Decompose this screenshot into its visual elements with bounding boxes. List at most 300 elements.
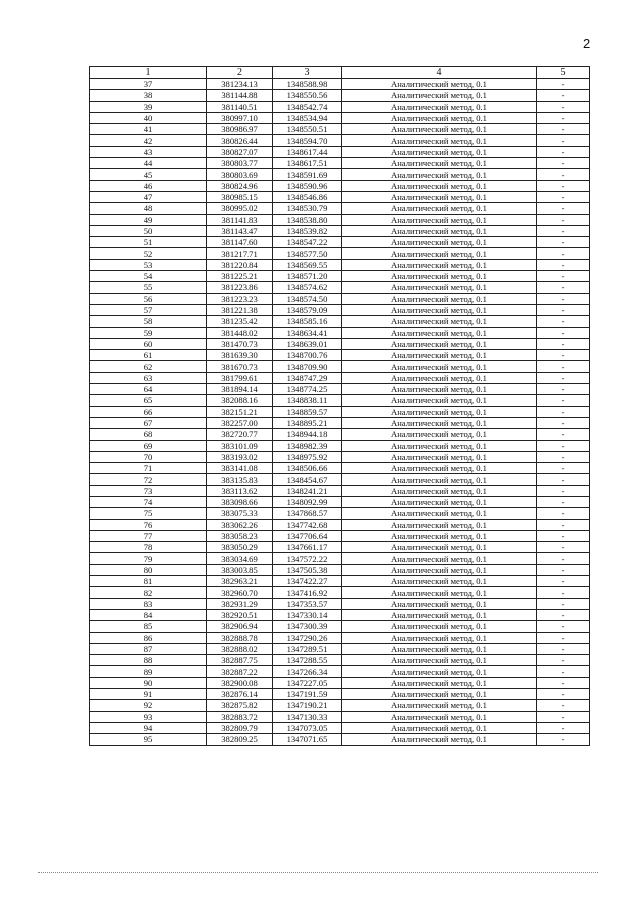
point-number: 57 (90, 304, 207, 315)
y-coordinate: 1348982.39 (273, 440, 342, 451)
table-row (90, 406, 590, 417)
point-number: 78 (90, 542, 207, 553)
table-row (90, 158, 590, 169)
x-coordinate: 383062.26 (207, 519, 273, 530)
x-coordinate: 383135.83 (207, 474, 273, 485)
point-number: 52 (90, 248, 207, 259)
note-cell: - (537, 282, 590, 293)
point-number: 65 (90, 395, 207, 406)
point-number: 58 (90, 316, 207, 327)
x-coordinate: 381894.14 (207, 384, 273, 395)
point-number: 91 (90, 689, 207, 700)
point-number: 53 (90, 259, 207, 270)
table-row (90, 350, 590, 361)
note-cell: - (537, 146, 590, 157)
y-coordinate: 1348569.55 (273, 259, 342, 270)
y-coordinate: 1348454.67 (273, 474, 342, 485)
y-coordinate: 1348709.90 (273, 361, 342, 372)
point-number: 79 (90, 553, 207, 564)
method-cell: Аналитический метод, 0.1 (342, 496, 537, 507)
point-number: 67 (90, 417, 207, 428)
table-row (90, 214, 590, 225)
x-coordinate: 383141.08 (207, 463, 273, 474)
x-coordinate: 382963.21 (207, 576, 273, 587)
note-cell: - (537, 304, 590, 315)
method-cell: Аналитический метод, 0.1 (342, 101, 537, 112)
x-coordinate: 381670.73 (207, 361, 273, 372)
point-number: 82 (90, 587, 207, 598)
y-coordinate: 1347661.17 (273, 542, 342, 553)
note-cell: - (537, 225, 590, 236)
table-row (90, 463, 590, 474)
x-coordinate: 381225.21 (207, 271, 273, 282)
y-coordinate: 1348579.09 (273, 304, 342, 315)
method-cell: Аналитический метод, 0.1 (342, 576, 537, 587)
column-header: 2 (207, 67, 273, 79)
x-coordinate: 381143.47 (207, 225, 273, 236)
point-number: 66 (90, 406, 207, 417)
method-cell: Аналитический метод, 0.1 (342, 519, 537, 530)
table-row (90, 677, 590, 688)
table-row (90, 496, 590, 507)
note-cell: - (537, 327, 590, 338)
point-number: 83 (90, 598, 207, 609)
y-coordinate: 1347300.39 (273, 621, 342, 632)
y-coordinate: 1347422.27 (273, 576, 342, 587)
method-cell: Аналитический метод, 0.1 (342, 508, 537, 519)
x-coordinate: 382920.51 (207, 609, 273, 620)
point-number: 70 (90, 451, 207, 462)
method-cell: Аналитический метод, 0.1 (342, 384, 537, 395)
y-coordinate: 1347227.05 (273, 677, 342, 688)
x-coordinate: 381141.83 (207, 214, 273, 225)
method-cell: Аналитический метод, 0.1 (342, 180, 537, 191)
method-cell: Аналитический метод, 0.1 (342, 429, 537, 440)
note-cell: - (537, 169, 590, 180)
table-row (90, 451, 590, 462)
note-cell: - (537, 293, 590, 304)
table-row (90, 609, 590, 620)
table-row (90, 248, 590, 259)
table-body (90, 79, 590, 746)
table-row (90, 237, 590, 248)
method-cell: Аналитический метод, 0.1 (342, 203, 537, 214)
point-number: 76 (90, 519, 207, 530)
table-row (90, 621, 590, 632)
table-row (90, 587, 590, 598)
y-coordinate: 1348574.62 (273, 282, 342, 293)
note-cell: - (537, 485, 590, 496)
table-row (90, 327, 590, 338)
note-cell: - (537, 101, 590, 112)
point-number: 44 (90, 158, 207, 169)
x-coordinate: 383058.23 (207, 530, 273, 541)
y-coordinate: 1348506.66 (273, 463, 342, 474)
note-cell: - (537, 158, 590, 169)
table-row (90, 293, 590, 304)
method-cell: Аналитический метод, 0.1 (342, 542, 537, 553)
method-cell: Аналитический метод, 0.1 (342, 722, 537, 733)
note-cell: - (537, 384, 590, 395)
method-cell: Аналитический метод, 0.1 (342, 440, 537, 451)
point-number: 61 (90, 350, 207, 361)
method-cell: Аналитический метод, 0.1 (342, 214, 537, 225)
y-coordinate: 1347266.34 (273, 666, 342, 677)
note-cell: - (537, 79, 590, 90)
table-row (90, 734, 590, 745)
x-coordinate: 382900.08 (207, 677, 273, 688)
x-coordinate: 380803.77 (207, 158, 273, 169)
table-row (90, 395, 590, 406)
y-coordinate: 1348591.69 (273, 169, 342, 180)
point-number: 87 (90, 643, 207, 654)
note-cell: - (537, 677, 590, 688)
note-cell: - (537, 530, 590, 541)
y-coordinate: 1348859.57 (273, 406, 342, 417)
table-row (90, 225, 590, 236)
y-coordinate: 1347868.57 (273, 508, 342, 519)
method-cell: Аналитический метод, 0.1 (342, 395, 537, 406)
y-coordinate: 1348594.70 (273, 135, 342, 146)
y-coordinate: 1348585.16 (273, 316, 342, 327)
note-cell: - (537, 700, 590, 711)
point-number: 75 (90, 508, 207, 519)
note-cell: - (537, 451, 590, 462)
method-cell: Аналитический метод, 0.1 (342, 191, 537, 202)
y-coordinate: 1348895.21 (273, 417, 342, 428)
y-coordinate: 1348975.92 (273, 451, 342, 462)
method-cell: Аналитический метод, 0.1 (342, 327, 537, 338)
point-number: 60 (90, 338, 207, 349)
method-cell: Аналитический метод, 0.1 (342, 316, 537, 327)
point-number: 40 (90, 112, 207, 123)
method-cell: Аналитический метод, 0.1 (342, 372, 537, 383)
note-cell: - (537, 350, 590, 361)
note-cell: - (537, 463, 590, 474)
x-coordinate: 380824.96 (207, 180, 273, 191)
point-number: 43 (90, 146, 207, 157)
note-cell: - (537, 259, 590, 270)
note-cell: - (537, 643, 590, 654)
note-cell: - (537, 316, 590, 327)
x-coordinate: 381223.86 (207, 282, 273, 293)
footer-divider (38, 872, 598, 873)
point-number: 45 (90, 169, 207, 180)
y-coordinate: 1348577.50 (273, 248, 342, 259)
method-cell: Аналитический метод, 0.1 (342, 689, 537, 700)
x-coordinate: 380985.15 (207, 191, 273, 202)
table-row (90, 90, 590, 101)
table-row (90, 632, 590, 643)
method-cell: Аналитический метод, 0.1 (342, 293, 537, 304)
y-coordinate: 1347130.33 (273, 711, 342, 722)
note-cell: - (537, 632, 590, 643)
method-cell: Аналитический метод, 0.1 (342, 248, 537, 259)
point-number: 56 (90, 293, 207, 304)
note-cell: - (537, 609, 590, 620)
note-cell: - (537, 722, 590, 733)
x-coordinate: 381448.02 (207, 327, 273, 338)
y-coordinate: 1347071.65 (273, 734, 342, 745)
table-row (90, 722, 590, 733)
y-coordinate: 1348550.56 (273, 90, 342, 101)
x-coordinate: 382883.72 (207, 711, 273, 722)
x-coordinate: 383101.09 (207, 440, 273, 451)
x-coordinate: 381217.71 (207, 248, 273, 259)
table-row (90, 666, 590, 677)
y-coordinate: 1348588.98 (273, 79, 342, 90)
note-cell: - (537, 474, 590, 485)
y-coordinate: 1347073.05 (273, 722, 342, 733)
point-number: 89 (90, 666, 207, 677)
y-coordinate: 1348574.50 (273, 293, 342, 304)
point-number: 72 (90, 474, 207, 485)
note-cell: - (537, 180, 590, 191)
note-cell: - (537, 203, 590, 214)
y-coordinate: 1348530.79 (273, 203, 342, 214)
table-row (90, 542, 590, 553)
x-coordinate: 382887.75 (207, 655, 273, 666)
point-number: 54 (90, 271, 207, 282)
note-cell: - (537, 689, 590, 700)
note-cell: - (537, 519, 590, 530)
note-cell: - (537, 666, 590, 677)
y-coordinate: 1348590.96 (273, 180, 342, 191)
y-coordinate: 1347505.38 (273, 564, 342, 575)
method-cell: Аналитический метод, 0.1 (342, 530, 537, 541)
x-coordinate: 381235.42 (207, 316, 273, 327)
note-cell: - (537, 361, 590, 372)
note-cell: - (537, 248, 590, 259)
y-coordinate: 1347416.92 (273, 587, 342, 598)
table-row (90, 553, 590, 564)
x-coordinate: 382876.14 (207, 689, 273, 700)
table-row (90, 598, 590, 609)
y-coordinate: 1348571.20 (273, 271, 342, 282)
method-cell: Аналитический метод, 0.1 (342, 655, 537, 666)
note-cell: - (537, 417, 590, 428)
x-coordinate: 382151.21 (207, 406, 273, 417)
table-row (90, 474, 590, 485)
x-coordinate: 382888.78 (207, 632, 273, 643)
method-cell: Аналитический метод, 0.1 (342, 677, 537, 688)
table-row (90, 282, 590, 293)
method-cell: Аналитический метод, 0.1 (342, 587, 537, 598)
x-coordinate: 381147.60 (207, 237, 273, 248)
note-cell: - (537, 90, 590, 101)
method-cell: Аналитический метод, 0.1 (342, 169, 537, 180)
note-cell: - (537, 406, 590, 417)
y-coordinate: 1348241.21 (273, 485, 342, 496)
column-header: 5 (537, 67, 590, 79)
method-cell: Аналитический метод, 0.1 (342, 474, 537, 485)
method-cell: Аналитический метод, 0.1 (342, 643, 537, 654)
method-cell: Аналитический метод, 0.1 (342, 225, 537, 236)
x-coordinate: 383098.66 (207, 496, 273, 507)
table-row (90, 643, 590, 654)
table-row (90, 440, 590, 451)
method-cell: Аналитический метод, 0.1 (342, 282, 537, 293)
note-cell: - (537, 542, 590, 553)
x-coordinate: 382875.82 (207, 700, 273, 711)
table-row (90, 384, 590, 395)
note-cell: - (537, 711, 590, 722)
note-cell: - (537, 395, 590, 406)
note-cell: - (537, 440, 590, 451)
point-number: 84 (90, 609, 207, 620)
method-cell: Аналитический метод, 0.1 (342, 361, 537, 372)
point-number: 90 (90, 677, 207, 688)
point-number: 49 (90, 214, 207, 225)
note-cell: - (537, 587, 590, 598)
x-coordinate: 383193.02 (207, 451, 273, 462)
method-cell: Аналитический метод, 0.1 (342, 564, 537, 575)
note-cell: - (537, 338, 590, 349)
x-coordinate: 381470.73 (207, 338, 273, 349)
method-cell: Аналитический метод, 0.1 (342, 700, 537, 711)
point-number: 86 (90, 632, 207, 643)
y-coordinate: 1348774.25 (273, 384, 342, 395)
table-row (90, 417, 590, 428)
table-row (90, 304, 590, 315)
point-number: 93 (90, 711, 207, 722)
note-cell: - (537, 429, 590, 440)
y-coordinate: 1347190.21 (273, 700, 342, 711)
table-row (90, 135, 590, 146)
table-row (90, 372, 590, 383)
x-coordinate: 380995.02 (207, 203, 273, 214)
point-number: 39 (90, 101, 207, 112)
method-cell: Аналитический метод, 0.1 (342, 237, 537, 248)
table-row (90, 485, 590, 496)
method-cell: Аналитический метод, 0.1 (342, 90, 537, 101)
note-cell: - (537, 124, 590, 135)
y-coordinate: 1348944.18 (273, 429, 342, 440)
y-coordinate: 1348617.51 (273, 158, 342, 169)
point-number: 68 (90, 429, 207, 440)
note-cell: - (537, 598, 590, 609)
point-number: 94 (90, 722, 207, 733)
note-cell: - (537, 734, 590, 745)
note-cell: - (537, 564, 590, 575)
method-cell: Аналитический метод, 0.1 (342, 609, 537, 620)
point-number: 59 (90, 327, 207, 338)
point-number: 85 (90, 621, 207, 632)
y-coordinate: 1348838.11 (273, 395, 342, 406)
method-cell: Аналитический метод, 0.1 (342, 135, 537, 146)
table-row (90, 519, 590, 530)
x-coordinate: 381639.30 (207, 350, 273, 361)
x-coordinate: 381223.23 (207, 293, 273, 304)
x-coordinate: 383003.85 (207, 564, 273, 575)
table-row (90, 711, 590, 722)
y-coordinate: 1348747.29 (273, 372, 342, 383)
point-number: 37 (90, 79, 207, 90)
method-cell: Аналитический метод, 0.1 (342, 417, 537, 428)
note-cell: - (537, 271, 590, 282)
point-number: 95 (90, 734, 207, 745)
x-coordinate: 382888.02 (207, 643, 273, 654)
method-cell: Аналитический метод, 0.1 (342, 711, 537, 722)
point-number: 73 (90, 485, 207, 496)
method-cell: Аналитический метод, 0.1 (342, 304, 537, 315)
y-coordinate: 1347572.22 (273, 553, 342, 564)
method-cell: Аналитический метод, 0.1 (342, 124, 537, 135)
method-cell: Аналитический метод, 0.1 (342, 621, 537, 632)
note-cell: - (537, 621, 590, 632)
note-cell: - (537, 112, 590, 123)
y-coordinate: 1348092.99 (273, 496, 342, 507)
table-row (90, 101, 590, 112)
table-row (90, 689, 590, 700)
y-coordinate: 1347353.57 (273, 598, 342, 609)
x-coordinate: 383050.29 (207, 542, 273, 553)
method-cell: Аналитический метод, 0.1 (342, 79, 537, 90)
table-row (90, 361, 590, 372)
point-number: 51 (90, 237, 207, 248)
method-cell: Аналитический метод, 0.1 (342, 734, 537, 745)
point-number: 62 (90, 361, 207, 372)
note-cell: - (537, 496, 590, 507)
y-coordinate: 1347706.64 (273, 530, 342, 541)
table-row (90, 191, 590, 202)
x-coordinate: 382931.29 (207, 598, 273, 609)
y-coordinate: 1348547.22 (273, 237, 342, 248)
column-header: 4 (342, 67, 537, 79)
x-coordinate: 381799.61 (207, 372, 273, 383)
point-number: 74 (90, 496, 207, 507)
point-number: 63 (90, 372, 207, 383)
table-row (90, 700, 590, 711)
note-cell: - (537, 135, 590, 146)
y-coordinate: 1347742.68 (273, 519, 342, 530)
y-coordinate: 1348639.01 (273, 338, 342, 349)
table-row (90, 564, 590, 575)
column-header: 3 (273, 67, 342, 79)
note-cell: - (537, 191, 590, 202)
method-cell: Аналитический метод, 0.1 (342, 463, 537, 474)
method-cell: Аналитический метод, 0.1 (342, 158, 537, 169)
point-number: 50 (90, 225, 207, 236)
y-coordinate: 1347288.55 (273, 655, 342, 666)
x-coordinate: 382887.22 (207, 666, 273, 677)
note-cell: - (537, 508, 590, 519)
y-coordinate: 1348700.76 (273, 350, 342, 361)
method-cell: Аналитический метод, 0.1 (342, 406, 537, 417)
point-number: 41 (90, 124, 207, 135)
x-coordinate: 381220.84 (207, 259, 273, 270)
table-row (90, 146, 590, 157)
table-row (90, 112, 590, 123)
y-coordinate: 1348550.51 (273, 124, 342, 135)
y-coordinate: 1348546.86 (273, 191, 342, 202)
method-cell: Аналитический метод, 0.1 (342, 632, 537, 643)
point-number: 71 (90, 463, 207, 474)
y-coordinate: 1347289.51 (273, 643, 342, 654)
y-coordinate: 1347290.26 (273, 632, 342, 643)
method-cell: Аналитический метод, 0.1 (342, 259, 537, 270)
point-number: 46 (90, 180, 207, 191)
point-number: 47 (90, 191, 207, 202)
x-coordinate: 382809.79 (207, 722, 273, 733)
x-coordinate: 382960.70 (207, 587, 273, 598)
table-row (90, 203, 590, 214)
method-cell: Аналитический метод, 0.1 (342, 485, 537, 496)
y-coordinate: 1348634.41 (273, 327, 342, 338)
note-cell: - (537, 372, 590, 383)
table-row (90, 655, 590, 666)
method-cell: Аналитический метод, 0.1 (342, 146, 537, 157)
